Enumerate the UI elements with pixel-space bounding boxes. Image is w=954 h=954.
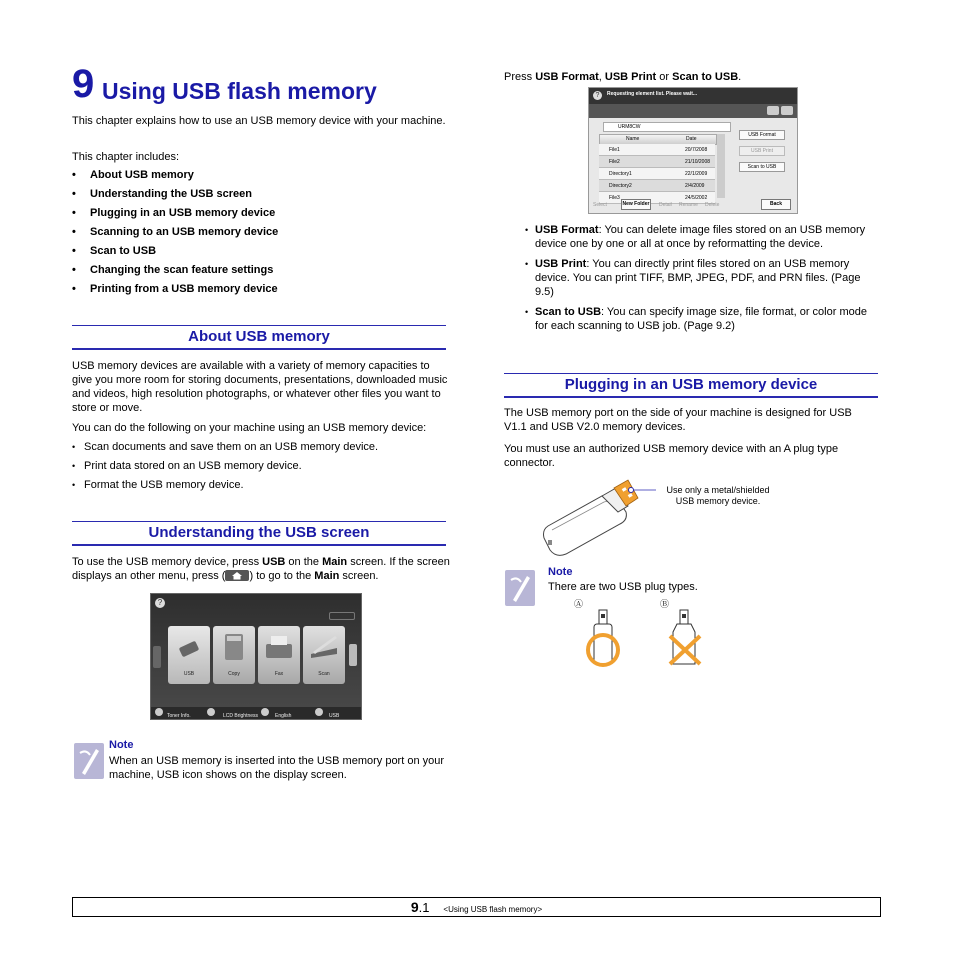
includes-label: This chapter includes: (72, 151, 179, 163)
toner-icon[interactable] (155, 708, 163, 716)
table-row[interactable]: Directory2 2/4/2009 (599, 180, 715, 192)
language-icon[interactable] (261, 708, 269, 716)
note-text: There are two USB plug types. (548, 581, 698, 593)
usb-status-icon[interactable] (315, 708, 323, 716)
main-screen-illustration (150, 593, 362, 720)
list-item: • USB Print: You can directly print files stored on an USB memory device. You can print TIFF, BMP, JPEG, PDF, and PRN files. (Page 9.5) (523, 257, 875, 299)
toc-item[interactable]: • About USB memory (72, 168, 452, 187)
plug-type-a-icon (580, 608, 640, 670)
new-folder-button[interactable]: New Folder (621, 199, 651, 210)
tile-copy[interactable]: Copy (213, 626, 255, 684)
list-item: • Format the USB memory device. (72, 478, 452, 497)
about-para2: You can do the following on your machine using an USB memory device: (72, 422, 427, 434)
list-item: • Scan documents and save them on an USB memory device. (72, 440, 452, 459)
toc-item[interactable]: • Understanding the USB screen (72, 187, 452, 206)
toc-item[interactable]: • Changing the scan feature settings (72, 263, 452, 282)
tile-fax[interactable]: Fax (258, 626, 300, 684)
status-text: Requesting element list. Please wait... (607, 91, 698, 97)
note-icon (74, 743, 104, 779)
usb-callout: Use only a metal/shielded USB memory device. (666, 485, 770, 506)
function-list (523, 223, 875, 333)
help-icon[interactable]: ? (593, 91, 602, 100)
usb-stick-illustration (540, 478, 660, 558)
help-icon[interactable]: ? (155, 598, 165, 608)
toc-item[interactable]: • Scanning to an USB memory device (72, 225, 452, 244)
brightness-icon[interactable] (207, 708, 215, 716)
plugging-para1: The USB memory port on the side of your machine is designed for USB V1.1 and USB V2.0 memory devices. (504, 407, 852, 433)
select-button[interactable]: Select (593, 202, 607, 208)
toc-item[interactable]: • Plugging in an USB memory device (72, 206, 452, 225)
usb-format-button[interactable]: USB Format (739, 130, 785, 140)
home-icon[interactable] (781, 106, 793, 115)
usb-print-button[interactable]: USB Print (739, 146, 785, 156)
note-text: When an USB memory is inserted into the USB memory port on your machine, USB icon shows on the display screen. (109, 755, 445, 781)
chapter-ref: <Using USB flash memory> (443, 905, 543, 914)
about-para1: USB memory devices are available with a variety of memory capacities to give you more room for storing documents, presentations, downloaded music and videos, high resolution photographs, or whatever other files you want to store or move. (72, 360, 448, 414)
language-label: English (275, 713, 292, 719)
rename-button[interactable]: Rename (679, 202, 698, 208)
note-label: Note (109, 739, 134, 751)
note-icon (505, 570, 535, 606)
back-button[interactable]: Back (761, 199, 791, 210)
page-number-major: 9 (410, 899, 419, 915)
usb-file-screen-illustration (588, 87, 798, 214)
plug-b-label: Ⓑ (660, 599, 670, 609)
section-heading-plugging: Plugging in an USB memory device (504, 373, 878, 398)
section-heading-about: About USB memory (72, 325, 446, 350)
scroll-right-icon[interactable] (349, 644, 357, 666)
table-row[interactable]: File3 24/5/2002 (599, 192, 715, 204)
delete-button[interactable]: Delete (705, 202, 720, 208)
chapter-number: 9 (72, 62, 95, 106)
path-field[interactable]: URM8CW (603, 122, 731, 132)
toc-item[interactable]: • Scan to USB (72, 244, 452, 263)
detail-button[interactable]: Detail (659, 202, 672, 208)
page-number-minor: .1 (418, 900, 430, 915)
toner-info-label: Toner Info. (167, 713, 191, 719)
plug-type-b-icon (664, 608, 724, 670)
tile-usb[interactable]: USB (168, 626, 210, 684)
list-item: • Scan to USB: You can specify image size, file format, or color mode for each scanning to USB job. (Page 9.2) (523, 305, 875, 333)
chapter-intro: This chapter explains how to use an USB memory device with your machine. (72, 115, 446, 127)
column-header-name[interactable]: Name (626, 136, 640, 142)
understanding-para: To use the USB memory device, press USB on the Main screen. If the screen displays an other menu, press ( ) to go to the Main screen. (72, 556, 450, 582)
table-row[interactable]: File2 21/10/2008 (599, 156, 715, 168)
section-heading-understanding: Understanding the USB screen (72, 521, 446, 546)
plugging-para2: You must use an authorized USB memory device with an A plug type connector. (504, 443, 839, 469)
list-item: • Print data stored on an USB memory device. (72, 459, 452, 478)
press-instruction: Press USB Format, USB Print or Scan to USB. (504, 71, 742, 83)
chapter-toc (72, 168, 452, 301)
scroll-left-icon[interactable] (153, 646, 161, 668)
logout-button[interactable] (329, 612, 355, 620)
column-header-date[interactable]: Date (686, 136, 697, 142)
home-icon (225, 570, 249, 581)
toc-item[interactable]: • Printing from a USB memory device (72, 282, 452, 301)
chapter-title: Using USB flash memory (102, 78, 377, 104)
about-list (72, 440, 452, 497)
scan-to-usb-button[interactable]: Scan to USB (739, 162, 785, 172)
page-footer (72, 897, 881, 917)
note-label: Note (548, 566, 573, 578)
info-icon[interactable] (767, 106, 779, 115)
lcd-brightness-label: LCD Brightness (223, 713, 259, 719)
tile-scan[interactable]: Scan (303, 626, 345, 684)
scrollbar[interactable] (717, 134, 725, 198)
table-row[interactable]: File1 20/7/2008 (599, 144, 715, 156)
list-item: • USB Format: You can delete image files stored on an USB memory device one by one or all at once by reformatting the device. (523, 223, 875, 251)
usb-status-label: USB (329, 713, 340, 719)
table-row[interactable]: Directory1 22/1/2009 (599, 168, 715, 180)
plug-a-label: Ⓐ (574, 599, 584, 609)
